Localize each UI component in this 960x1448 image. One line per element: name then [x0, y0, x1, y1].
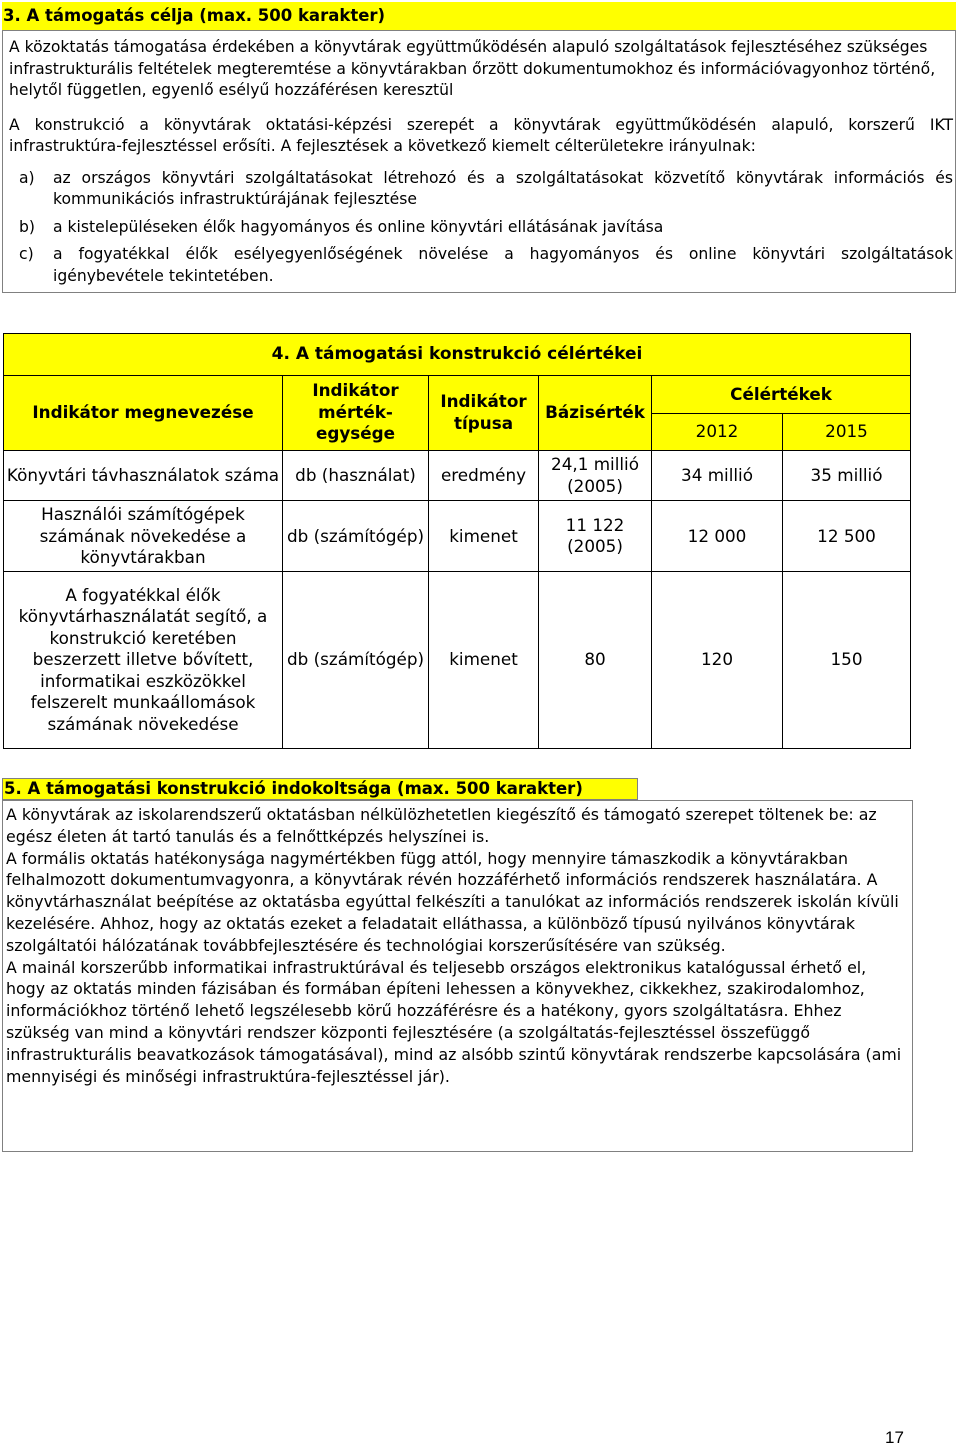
- section-3-body: [2, 30, 956, 293]
- section-5-title: 5. A támogatási konstrukció indokoltsága (max. 500 karakter): [2, 778, 638, 800]
- cell-target-2015: 35 millió: [783, 450, 911, 501]
- table-header-row: [4, 375, 911, 414]
- list-item: [9, 217, 953, 239]
- cell-unit: db (számítógép): [283, 501, 429, 572]
- section-5-paragraph-1: A könyvtárak az iskolarendszerű oktatásban nélkülözhetetlen kiegészítő és támogató szerepet töltenek be: az egész életen át tartó tanulás és a felnőttképzés helyszínei is.: [6, 805, 877, 846]
- table-row: [4, 450, 911, 501]
- list-item-label: b): [19, 217, 35, 236]
- cell-base-value: 24,1 millió (2005): [539, 450, 652, 501]
- section-3-paragraph-2: A konstrukció a könyvtárak oktatási-képzési szerepét a könyvtárak együttműködésén alapuló, korszerű IKT infrastruktúra-fejlesztéssel erősíti. A fejlesztések a következő kiemelt célterületekre irányulnak:: [9, 115, 953, 155]
- header-year-2012: 2012: [652, 414, 783, 451]
- table-title-row: [4, 334, 911, 376]
- header-base-value: Bázisérték: [539, 375, 652, 450]
- target-values-table: [3, 333, 911, 749]
- section-4-title: 4. A támogatási konstrukció célértékei: [4, 334, 911, 376]
- cell-target-2012: 34 millió: [652, 450, 783, 501]
- cell-indicator-name: Használói számítógépek számának növekedése a könyvtárakban: [4, 501, 283, 572]
- cell-base-value: 80: [539, 572, 652, 749]
- section-5-body: [2, 800, 913, 1152]
- cell-target-2012: 12 000: [652, 501, 783, 572]
- header-indicator-type: Indikátor típusa: [429, 375, 539, 450]
- header-indicator-name: Indikátor megnevezése: [4, 375, 283, 450]
- table-row: [4, 501, 911, 572]
- cell-type: kimenet: [429, 501, 539, 572]
- header-indicator-unit: Indikátor mérték-egysége: [283, 375, 429, 450]
- section-3: [2, 2, 956, 293]
- cell-type: kimenet: [429, 572, 539, 749]
- list-item-label: c): [19, 245, 34, 263]
- section-5-paragraph-3: A mainál korszerűbb informatikai infrastruktúrával és teljesebb országos elektronikus katalógussal érhető el, hogy az oktatás minden fázisában és formában építeni lehessen a könyvekhez, cikkekhez, szakirodalomhoz, információkhoz történő lehető legszélesebb körű hozzáférésre és a hatékony, gyors szolgáltatásra. Ehhez szükség van mind a könyvtári rendszer központi fejlesztésére (a szolgáltatás-fejlesztéssel összefüggő infrastrukturális beavatkozások támogatásával), mind az alsóbb szintű könyvtárak rendszerbe kapcsolására (ami mennyiségi és minőségi infrastruktúra-fejlesztéssel jár).: [6, 957, 902, 1086]
- cell-indicator-name: A fogyatékkal élők könyvtárhasználatát segítő, a konstrukció keretében beszerzett illetve bővített, informatikai eszközökkel felszerelt munkaállomások számának növekedése: [4, 572, 283, 749]
- list-item-label: a): [19, 168, 35, 187]
- cell-target-2015: 150: [783, 572, 911, 749]
- cell-indicator-name: Könyvtári távhasználatok száma: [4, 450, 283, 501]
- cell-target-2012: 120: [652, 572, 783, 749]
- section-3-paragraph-1: A közoktatás támogatása érdekében a könyvtárak együttműködésén alapuló szolgáltatások fejlesztéséhez szükséges infrastrukturális feltételek megteremtése a könyvtárakban őrzött dokumentumokhoz és információvagyonhoz történő, helytől független, egyenlő esélyű hozzáférésen keresztül: [9, 38, 936, 99]
- header-year-2015: 2015: [783, 414, 911, 451]
- section-3-title: 3. A támogatás célja (max. 500 karakter): [2, 2, 956, 30]
- cell-base-value: 11 122 (2005): [539, 501, 652, 572]
- list-item: [9, 168, 953, 211]
- cell-target-2015: 12 500: [783, 501, 911, 572]
- section-5: [2, 778, 913, 1152]
- list-item-text: az országos könyvtári szolgáltatásokat létrehozó és a szolgáltatásokat közvetítő könyvtárak információs és kommunikációs infrastruktúrájának fejlesztése: [53, 168, 953, 208]
- cell-unit: db (számítógép): [283, 572, 429, 749]
- page-number: 17: [885, 1428, 904, 1447]
- table-row: [4, 572, 911, 749]
- cell-unit: db (használat): [283, 450, 429, 501]
- header-target-values: Célértékek: [652, 375, 911, 414]
- section-5-paragraph-2: A formális oktatás hatékonysága nagymértékben függ attól, hogy mennyire támaszkodik a könyvtárakban felhalmozott dokumentumvagyonra, a könyvtárak révén hozzáférhető információs rendszerek használatára. A könyvtárhasználat beépítése az oktatásba egyúttal felkészíti a tanulókat az információs rendszerek iskolán kívüli kezelésére. Ahhoz, hogy az oktatás ezeket a feladatait elláthassa, a különböző típusú nyilvános könyvtárak szolgáltatói hálózatának továbbfejlesztésére és technológiai korszerűsítésére van szükség.: [6, 848, 899, 955]
- list-item-text: a kistelepüléseken élők hagyományos és online könyvtári ellátásának javítása: [53, 217, 664, 236]
- cell-type: eredmény: [429, 450, 539, 501]
- list-item: [9, 244, 953, 287]
- list-item-text: a fogyatékkal élők esélyegyenlőségének növelése a hagyományos és online könyvtári szolgáltatások igénybevétele tekintetében.: [53, 245, 953, 285]
